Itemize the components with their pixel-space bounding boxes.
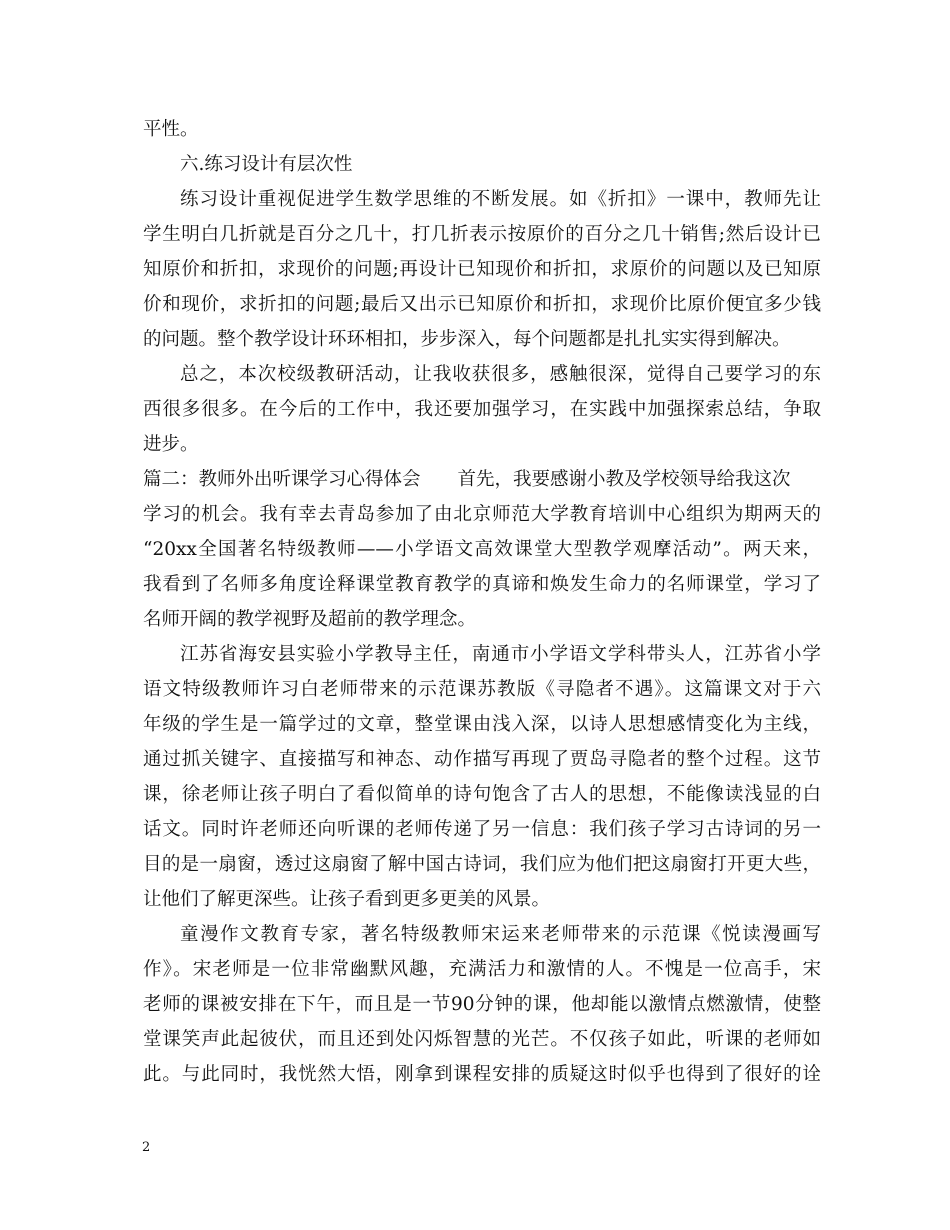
text-line: 年级的学生是一篇学过的文章，整堂课由浅入深，以诗人思想感情变化为主线， bbox=[143, 714, 821, 735]
text-line: 知原价和折扣，求现价的问题;再设计已知现价和折扣，求原价的问题以及已知原 bbox=[143, 259, 821, 280]
text-line: 学生明白几折就是百分之几十，打几折表示按原价的百分之几十销售;然后设计已 bbox=[143, 224, 821, 245]
text-line: 进步。 bbox=[143, 434, 199, 455]
text-line: 练习设计重视促进学生数学思维的不断发展。如《折扣》一课中，教师先让 bbox=[180, 189, 821, 210]
text-line: 话文。同时许老师还向听课的老师传递了另一信息：我们孩子学习古诗词的另一 bbox=[143, 819, 821, 840]
text-line: 的问题。整个教学设计环环相扣，步步深入，每个问题都是扎扎实实得到解决。 bbox=[143, 329, 791, 350]
text-line: 语文特级教师许习白老师带来的示范课苏教版《寻隐者不遇》。这篇课文对于六 bbox=[143, 679, 821, 700]
page-number: 2 bbox=[142, 1140, 151, 1155]
text-line: 童漫作文教育专家，著名特级教师宋运来老师带来的示范课《悦读漫画写 bbox=[180, 924, 821, 945]
text-line: 江苏省海安县实验小学教导主任，南通市小学语文学科带头人，江苏省小学 bbox=[180, 644, 821, 665]
text-line: 西很多很多。在今后的工作中，我还要加强学习，在实践中加强探索总结，争取 bbox=[143, 399, 821, 420]
text-line: 目的是一扇窗，透过这扇窗了解中国古诗词，我们应为他们把这扇窗打开更大些， bbox=[143, 854, 821, 875]
text-line: 作》。宋老师是一位非常幽默风趣，充满活力和激情的人。不愧是一位高手，宋 bbox=[143, 959, 821, 980]
text-line: 价和现价，求折扣的问题;最后又出示已知原价和折扣，求现价比原价便宜多少钱 bbox=[143, 294, 821, 315]
text-line: 让他们了解更深些。让孩子看到更多更美的风景。 bbox=[143, 889, 551, 910]
article-title-line: 篇二：教师外出听课学习心得体会 首先，我要感谢小教及学校领导给我这次 bbox=[143, 469, 791, 490]
text-line: 平性。 bbox=[143, 119, 199, 140]
text-line: 堂课笑声此起彼伏，而且还到处闪烁智慧的光芒。不仅孩子如此，听课的老师如 bbox=[143, 1029, 821, 1050]
text-line: 通过抓关键字、直接描写和神态、动作描写再现了贾岛寻隐者的整个过程。这节 bbox=[143, 749, 821, 770]
text-line: “20xx全国著名特级教师——小学语文高效课堂大型教学观摩活动”。两天来， bbox=[143, 539, 821, 560]
text-line: 课，徐老师让孩子明白了看似简单的诗句饱含了古人的思想，不能像读浅显的白 bbox=[143, 784, 821, 805]
text-line: 我看到了名师多角度诠释课堂教育教学的真谛和焕发生命力的名师课堂，学习了 bbox=[143, 574, 821, 595]
text-line: 名师开阔的教学视野及超前的教学理念。 bbox=[143, 609, 477, 630]
text-line: 老师的课被安排在下午，而且是一节90分钟的课，他却能以激情点燃激情，使整 bbox=[143, 994, 821, 1015]
text-line: 学习的机会。我有幸去青岛参加了由北京师范大学教育培训中心组织为期两天的 bbox=[143, 504, 821, 525]
body-text bbox=[143, 112, 821, 1092]
section-heading: 六.练习设计有层次性 bbox=[180, 154, 353, 175]
text-line: 总之，本次校级教研活动，让我收获很多，感触很深，觉得自己要学习的东 bbox=[180, 364, 821, 385]
text-line: 此。与此同时，我恍然大悟，刚拿到课程安排的质疑这时似乎也得到了很好的诠 bbox=[143, 1064, 821, 1085]
